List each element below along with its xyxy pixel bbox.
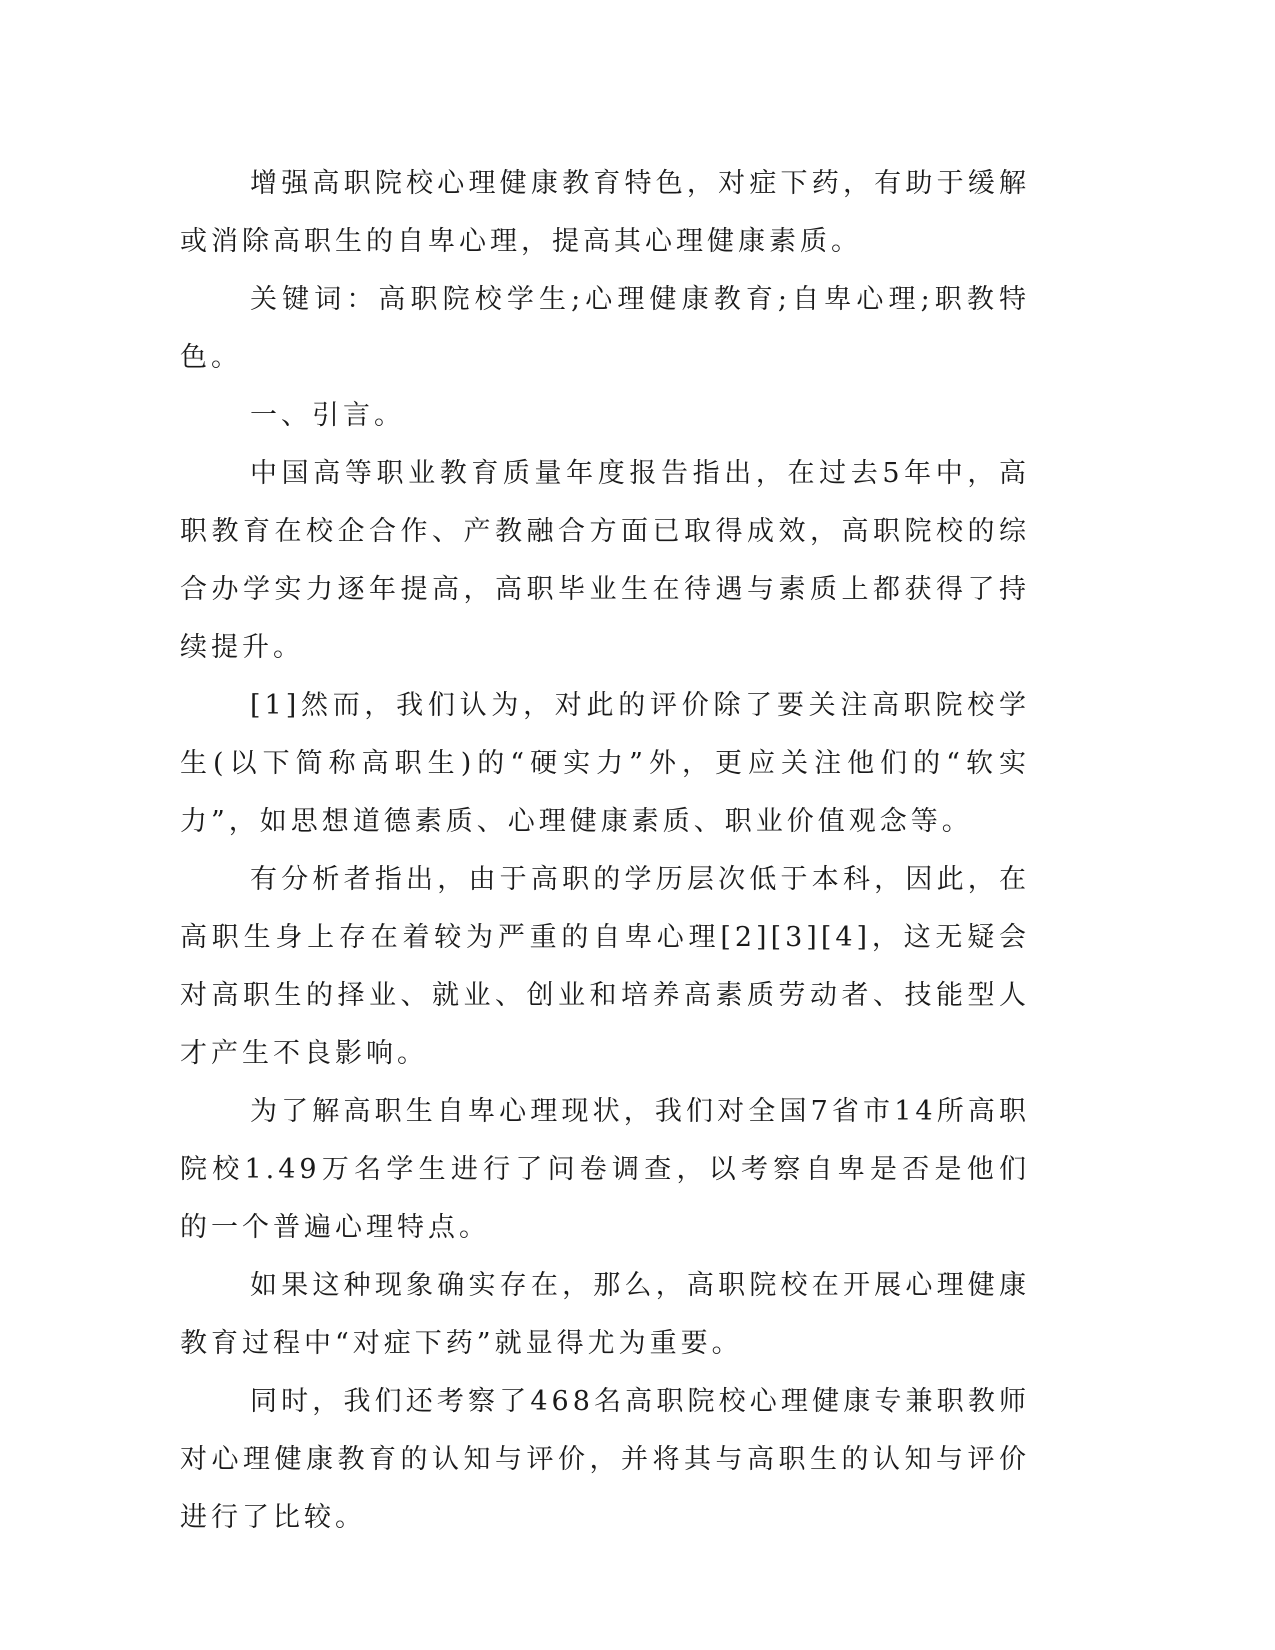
paragraph-teachers: 同时，我们还考察了468名高职院校心理健康专兼职教师对心理健康教育的认知与评价，并将其与高职生的认知与评价进行了比较。 [180,1386,1030,1533]
paragraph-abstract-end: 增强高职院校心理健康教育特色，对症下药，有助于缓解或消除高职生的自卑心理，提高其心理健康素质。 [180,168,1030,257]
paragraph-soft-power: [1]然而，我们认为，对此的评价除了要关注高职院校学生(以下简称高职生)的“硬实力”外，更应关注他们的“软实力”，如思想道德素质、心理健康素质、职业价值观念等。 [180,690,1030,837]
section-heading-introduction: 一、引言。 [250,400,405,431]
paragraph-targeted-remedy: 如果这种现象确实存在，那么，高职院校在开展心理健康教育过程中“对症下药”就显得尤为重要。 [180,1270,1030,1359]
paragraph-survey: 为了解高职生自卑心理现状，我们对全国7省市14所高职院校1.49万名学生进行了问卷调查，以考察自卑是否是他们的一个普遍心理特点。 [180,1096,1030,1243]
paragraph-keywords: 关键词：高职院校学生;心理健康教育;自卑心理;职教特色。 [180,284,1030,373]
paragraph-annual-report: 中国高等职业教育质量年度报告指出，在过去5年中，高职教育在校企合作、产教融合方面已取得成效，高职院校的综合办学实力逐年提高，高职毕业生在待遇与素质上都获得了持续提升。 [180,458,1030,663]
paragraph-inferiority: 有分析者指出，由于高职的学历层次低于本科，因此，在高职生身上存在着较为严重的自卑心理[2][3][4]，这无疑会对高职生的择业、就业、创业和培养高素质劳动者、技能型人才产生不良影响。 [180,864,1030,1069]
document-body [180,155,1030,1547]
